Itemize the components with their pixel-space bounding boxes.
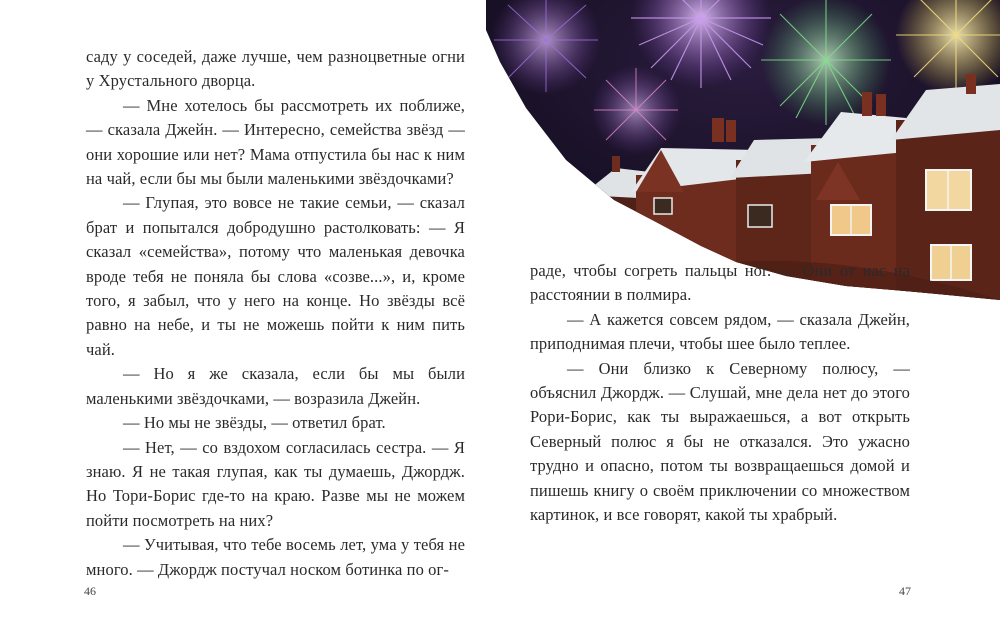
page-number-right: 47	[899, 584, 911, 598]
paragraph: — Но я же сказала, если бы мы были маленькими звёздочками, — возразила Джейн.	[86, 364, 465, 408]
paragraph: — А кажется совсем рядом, — сказала Джейн, приподнимая плечи, чтобы шее было теплее.	[530, 309, 910, 354]
fireworks-illustration	[486, 0, 1000, 300]
night-sky	[486, 0, 1000, 300]
left-page-text	[86, 45, 465, 582]
paragraph: — Они близко к Северному полюсу, — объяснил Джордж. — Слушай, мне дела нет до этого Рори-Борис, как ты выражаешься, а вот открыть Северный полюс я бы не отказался. Это ужасно трудно и опасно, потом ты возвращаешься домой и пишешь книгу о своём приключении со множеством картинок, и все говорят, какой ты храбрый.	[530, 358, 910, 525]
right-page-text	[530, 259, 910, 527]
paragraph: — Но мы не звёзды, — ответил брат.	[123, 413, 386, 433]
paragraph: — Мне хотелось бы рассмотреть их поближе, — сказала Джейн. — Интересно, семейства звёзд — они хорошие или нет? Мама отпустила бы нас к ним на чай, если бы мы были маленькими звёздочками?	[86, 95, 465, 189]
page-number-left: 46	[84, 584, 96, 598]
paragraph: — Учитывая, что тебе восемь лет, ума у тебя не много. — Джордж постучал носком ботинка по ог-	[86, 535, 465, 579]
firework-burst-pink	[591, 65, 681, 155]
paragraph: раде, чтобы согреть пальцы ног. — Они от нас на расстоянии в полмира.	[530, 261, 910, 305]
paragraph: саду у соседей, даже лучше, чем разноцветные огни у Хрустального дворца.	[86, 47, 465, 91]
paragraph: — Нет, — со вздохом согласилась сестра. — Я знаю. Я не такая глупая, как ты думаешь, Джордж. Но Тори-Борис где-то на краю. Разве мы не можем пойти посмотреть на них?	[86, 437, 465, 530]
paragraph: — Глупая, это вовсе не такие семьи, — сказал брат и попытался добродушно растолковать: — Я сказал «семейства», потому что маленькая девочка вроде тебя не поняла бы слова «созве...», и, кроме того, я забыл, что у него на конце. Но звёзды всё равно на небе, и ты не можешь пойти к ним пить чай.	[86, 193, 465, 359]
